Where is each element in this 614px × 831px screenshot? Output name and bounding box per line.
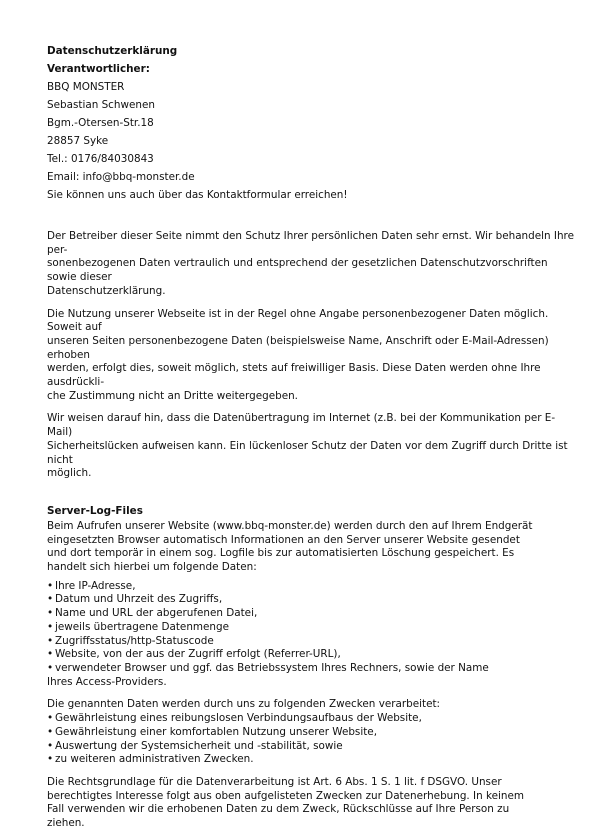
bullet-icon: • — [47, 661, 54, 674]
list-item: • Gewährleistung einer komfortablen Nutzung unserer Website, — [47, 725, 378, 738]
bullet-icon: • — [47, 648, 54, 661]
postal-city: 28857 Syke — [47, 135, 109, 147]
logged-data-list — [47, 580, 574, 690]
contact-block — [47, 78, 574, 204]
purpose-intro: Die genannten Daten werden durch uns zu folgenden Zwecken verarbeitet: — [47, 698, 441, 711]
intro-paragraph-2: Die Nutzung unserer Webseite ist in der Regel ohne Angabe personenbezogener Daten möglich. Soweit auf unseren Seiten personenbezogene Daten (beispielsweise Name, Anschrift oder E-Mail-Adressen) erhoben werden, erfolgt dies, soweit möglich, stets auf freiwilliger Basis. Diese Daten werden ohne Ihre ausdrückli- che Zustimmung nicht an Dritte weitergegeben. — [47, 307, 549, 402]
bullet-icon: • — [47, 593, 54, 606]
bullet-icon: • — [47, 620, 54, 633]
legal-basis-paragraph: Die Rechtsgrundlage für die Datenverarbeitung ist Art. 6 Abs. 1 S. 1 lit. f DSGVO. Unser berechtigtes Interesse folgt aus oben aufgelisteten Zwecken zur Datenerhebung. In keinem Fall verwenden wir die erhobenen Daten zu dem Zweck, Rückschlüsse auf Ihre Person zu ziehen. — [47, 775, 525, 830]
bullet-icon: • — [47, 634, 54, 647]
server-log-heading: Server-Log-Files — [47, 504, 143, 517]
list-item: • Auswertung der Systemsicherheit und -stabilität, sowie — [47, 739, 343, 752]
list-item: • Datum und Uhrzeit des Zugriffs, — [47, 593, 223, 606]
bullet-icon: • — [47, 725, 54, 738]
responsible-heading: Verantwortlicher: — [47, 63, 150, 75]
list-item: • Website, von der aus der Zugriff erfolgt (Referrer-URL), — [47, 648, 341, 661]
bullet-icon: • — [47, 579, 54, 592]
bullet-icon: • — [47, 739, 54, 752]
list-item: • Zugriffsstatus/http-Statuscode — [47, 634, 214, 647]
list-item: • verwendeter Browser und ggf. das Betriebssystem Ihres Rechners, sowie der Name Ihres Access-Providers. — [47, 661, 489, 688]
contact-form-note: Sie können uns auch über das Kontaktformular erreichen! — [47, 189, 348, 201]
contact-person: Sebastian Schwenen — [47, 99, 155, 111]
list-item: • Name und URL der abgerufenen Datei, — [47, 607, 258, 620]
list-item: • jeweils übertragene Datenmenge — [47, 620, 229, 633]
bullet-icon: • — [47, 753, 54, 766]
server-log-intro: Beim Aufrufen unserer Website (www.bbq-monster.de) werden durch den auf Ihrem Endgerät eingesetzten Browser automatisch Informationen an den Server unserer Website gesendet und dort temporär in einem sog. Logfile bis zur automatisierten Löschung gespeichert. Es handelt sich hierbei um folgende Daten: — [47, 519, 533, 574]
document-title: Datenschutzerklärung — [47, 45, 178, 57]
intro-paragraph-1: Der Betreiber dieser Seite nimmt den Schutz Ihrer persönlichen Daten sehr ernst. Wir behandeln Ihre per- sonenbezogenen Daten vertraulich und entsprechend der gesetzlichen Datenschutzvorschriften sowie dieser Datenschutzerklärung. — [47, 230, 574, 297]
company-name: BBQ MONSTER — [47, 81, 125, 93]
list-item: • zu weiteren administrativen Zwecken. — [47, 753, 254, 766]
bullet-icon: • — [47, 712, 54, 725]
list-item: • Ihre IP-Adresse, — [47, 579, 136, 592]
purpose-list — [47, 712, 574, 767]
bullet-icon: • — [47, 607, 54, 620]
list-item: • Gewährleistung eines reibungslosen Verbindungsaufbaus der Website, — [47, 712, 422, 725]
email-address: Email: info@bbq-monster.de — [47, 171, 195, 183]
street-address: Bgm.-Otersen-Str.18 — [47, 117, 154, 129]
intro-paragraph-3: Wir weisen darauf hin, dass die Datenübertragung im Internet (z.B. bei der Kommunikation per E-Mail) Sicherheitslücken aufweisen kann. Ein lückenloser Schutz der Daten vor dem Zugriff durch Dritte ist nicht möglich. — [47, 412, 568, 480]
phone-number: Tel.: 0176/84030843 — [47, 153, 154, 165]
